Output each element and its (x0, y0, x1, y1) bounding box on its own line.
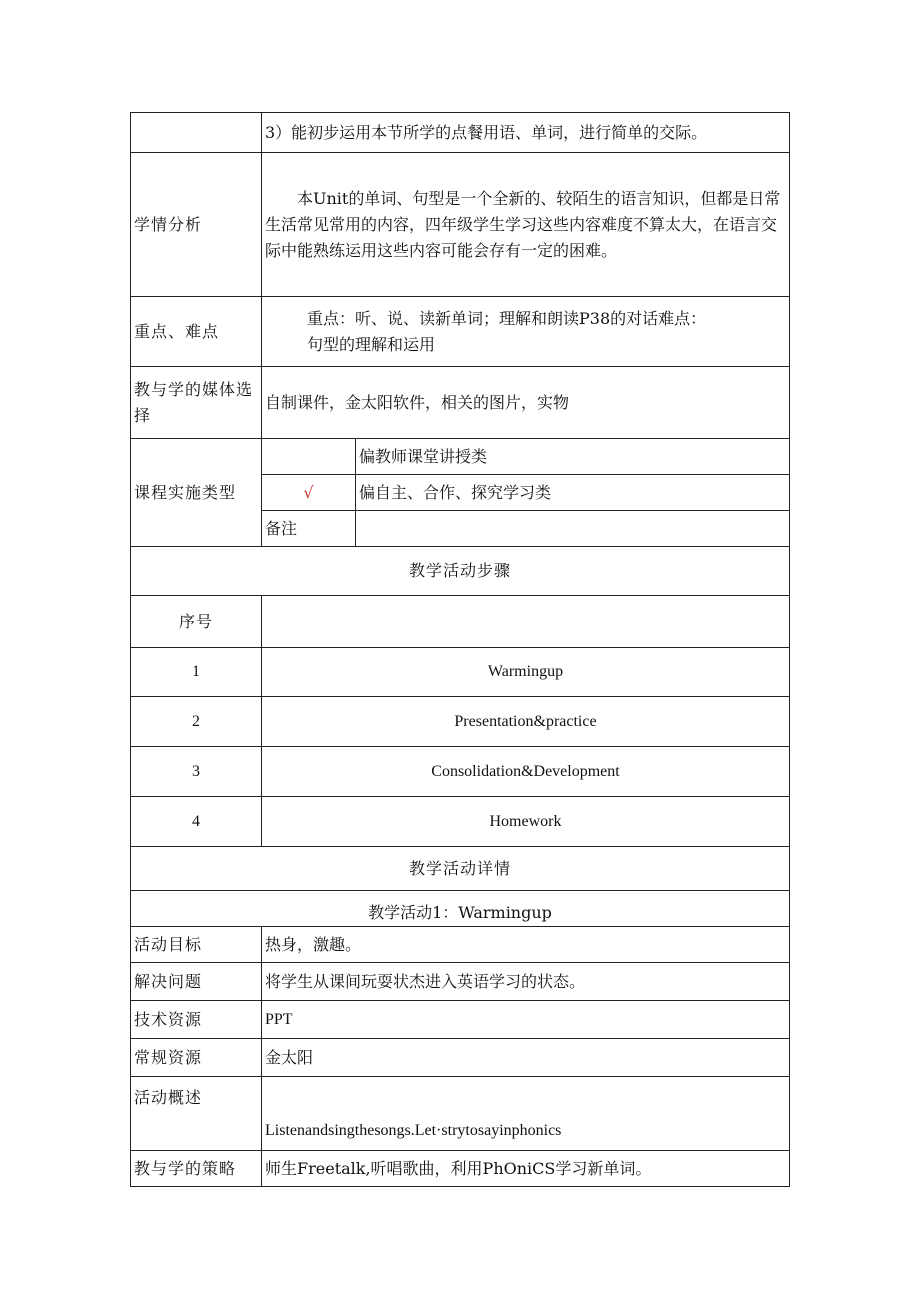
key-points-cell (262, 297, 790, 367)
detail-label: 活动目标 (131, 927, 262, 963)
step-name: Presentation&practice (262, 697, 790, 747)
course-type-option-1: 偏教师课堂讲授类 (356, 439, 790, 475)
media-label: 教与学的媒体选择 (131, 367, 262, 439)
objectives-label-cell (131, 113, 262, 153)
step-row (131, 648, 790, 697)
step-name: Warmingup (262, 648, 790, 697)
lesson-plan-table (130, 112, 790, 1187)
step-number: 3 (131, 747, 262, 797)
detail-label: 活动概述 (131, 1077, 262, 1151)
detail-label: 常规资源 (131, 1039, 262, 1077)
detail-row (131, 1001, 790, 1039)
detail-row (131, 927, 790, 963)
detail-value: PPT (262, 1001, 790, 1039)
key-points-line-1: 重点：听、说、读新单词；理解和朗读P38的对话难点： (307, 308, 707, 328)
steps-header-row (131, 596, 790, 648)
details-title: 教学活动详情 (131, 847, 790, 891)
step-name: Consolidation&Development (262, 747, 790, 797)
step-row (131, 797, 790, 847)
step-row (131, 747, 790, 797)
course-type-option-2: 偏自主、合作、探究学习类 (356, 475, 790, 511)
analysis-label: 学情分析 (131, 153, 262, 297)
key-points-line-2: 句型的理解和运用 (307, 334, 436, 354)
key-points-row (131, 297, 790, 367)
detail-label: 解决问题 (131, 963, 262, 1001)
activity-title: 教学活动1：Warmingup (131, 891, 790, 927)
analysis-row (131, 153, 790, 297)
remark-value (356, 511, 790, 547)
media-row (131, 367, 790, 439)
steps-title: 教学活动步骤 (131, 547, 790, 596)
course-type-row-1 (131, 439, 790, 475)
detail-value: Listenandsingthesongs.Let·strytosayinphonics (262, 1077, 790, 1151)
detail-label: 技术资源 (131, 1001, 262, 1039)
step-number: 1 (131, 648, 262, 697)
index-header: 序号 (131, 596, 262, 648)
detail-value: 将学生从课间玩耍状杰进入英语学习的状态。 (262, 963, 790, 1001)
activity-title-row (131, 891, 790, 927)
detail-value: 金太阳 (262, 1039, 790, 1077)
step-number: 2 (131, 697, 262, 747)
detail-row (131, 1077, 790, 1151)
analysis-text: 本Unit的单词、句型是一个全新的、较陌生的语言知识，但都是日常生活常见常用的内容，四年级学生学习这些内容难度不算太大，在语言交际中能熟练运用这些内容可能会存有一定的困难。 (262, 153, 790, 297)
detail-value: 师生Freetalk,听唱歌曲，利用PhOniCS学习新单词。 (262, 1151, 790, 1187)
steps-title-row (131, 547, 790, 596)
course-type-label: 课程实施类型 (131, 439, 262, 547)
detail-row (131, 963, 790, 1001)
media-text: 自制课件，金太阳软件，相关的图片，实物 (262, 367, 790, 439)
course-type-mark-1 (262, 439, 356, 475)
objectives-text: 3）能初步运用本节所学的点餐用语、单词，进行简单的交际。 (262, 113, 790, 153)
steps-header-blank (262, 596, 790, 648)
detail-row (131, 1039, 790, 1077)
key-points-label: 重点、难点 (131, 297, 262, 367)
step-name: Homework (262, 797, 790, 847)
detail-row (131, 1151, 790, 1187)
detail-label: 教与学的策略 (131, 1151, 262, 1187)
details-title-row (131, 847, 790, 891)
step-number: 4 (131, 797, 262, 847)
objectives-row (131, 113, 790, 153)
remark-label: 备注 (262, 511, 356, 547)
course-type-mark-2: √ (262, 475, 356, 511)
detail-value: 热身，激趣。 (262, 927, 790, 963)
step-row (131, 697, 790, 747)
